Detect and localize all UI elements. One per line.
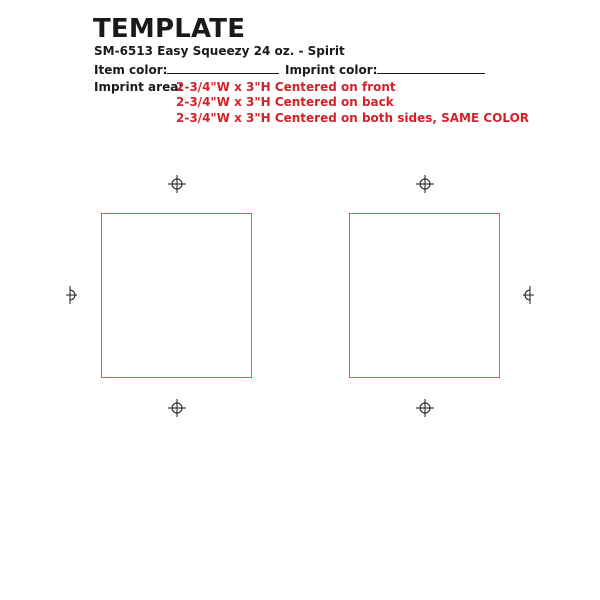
imprint-box-front <box>101 213 252 378</box>
product-subtitle: SM-6513 Easy Squeezy 24 oz. - Spirit <box>94 44 345 58</box>
item-color-blank-line <box>167 63 279 74</box>
left-edge-mark-icon <box>63 286 79 304</box>
imprint-color-label: Imprint color: <box>285 63 378 77</box>
imprint-color-blank-line <box>377 63 485 74</box>
template-title: TEMPLATE <box>93 14 246 44</box>
imprint-area-label: Imprint area: <box>94 80 184 94</box>
item-color-field <box>94 62 279 78</box>
registration-mark-icon <box>416 399 434 417</box>
registration-mark-icon <box>168 399 186 417</box>
imprint-area-option-back: 2-3/4"W x 3"H Centered on back <box>176 95 394 109</box>
imprint-color-field <box>285 62 485 78</box>
imprint-area-option-both: 2-3/4"W x 3"H Centered on both sides, SAME COLOR <box>176 111 530 125</box>
registration-mark-icon <box>168 175 186 193</box>
imprint-box-back <box>349 213 500 378</box>
item-color-label: Item color: <box>94 63 168 77</box>
registration-mark-icon <box>416 175 434 193</box>
imprint-area-option-front: 2-3/4"W x 3"H Centered on front <box>176 80 396 94</box>
right-edge-mark-icon <box>521 286 537 304</box>
